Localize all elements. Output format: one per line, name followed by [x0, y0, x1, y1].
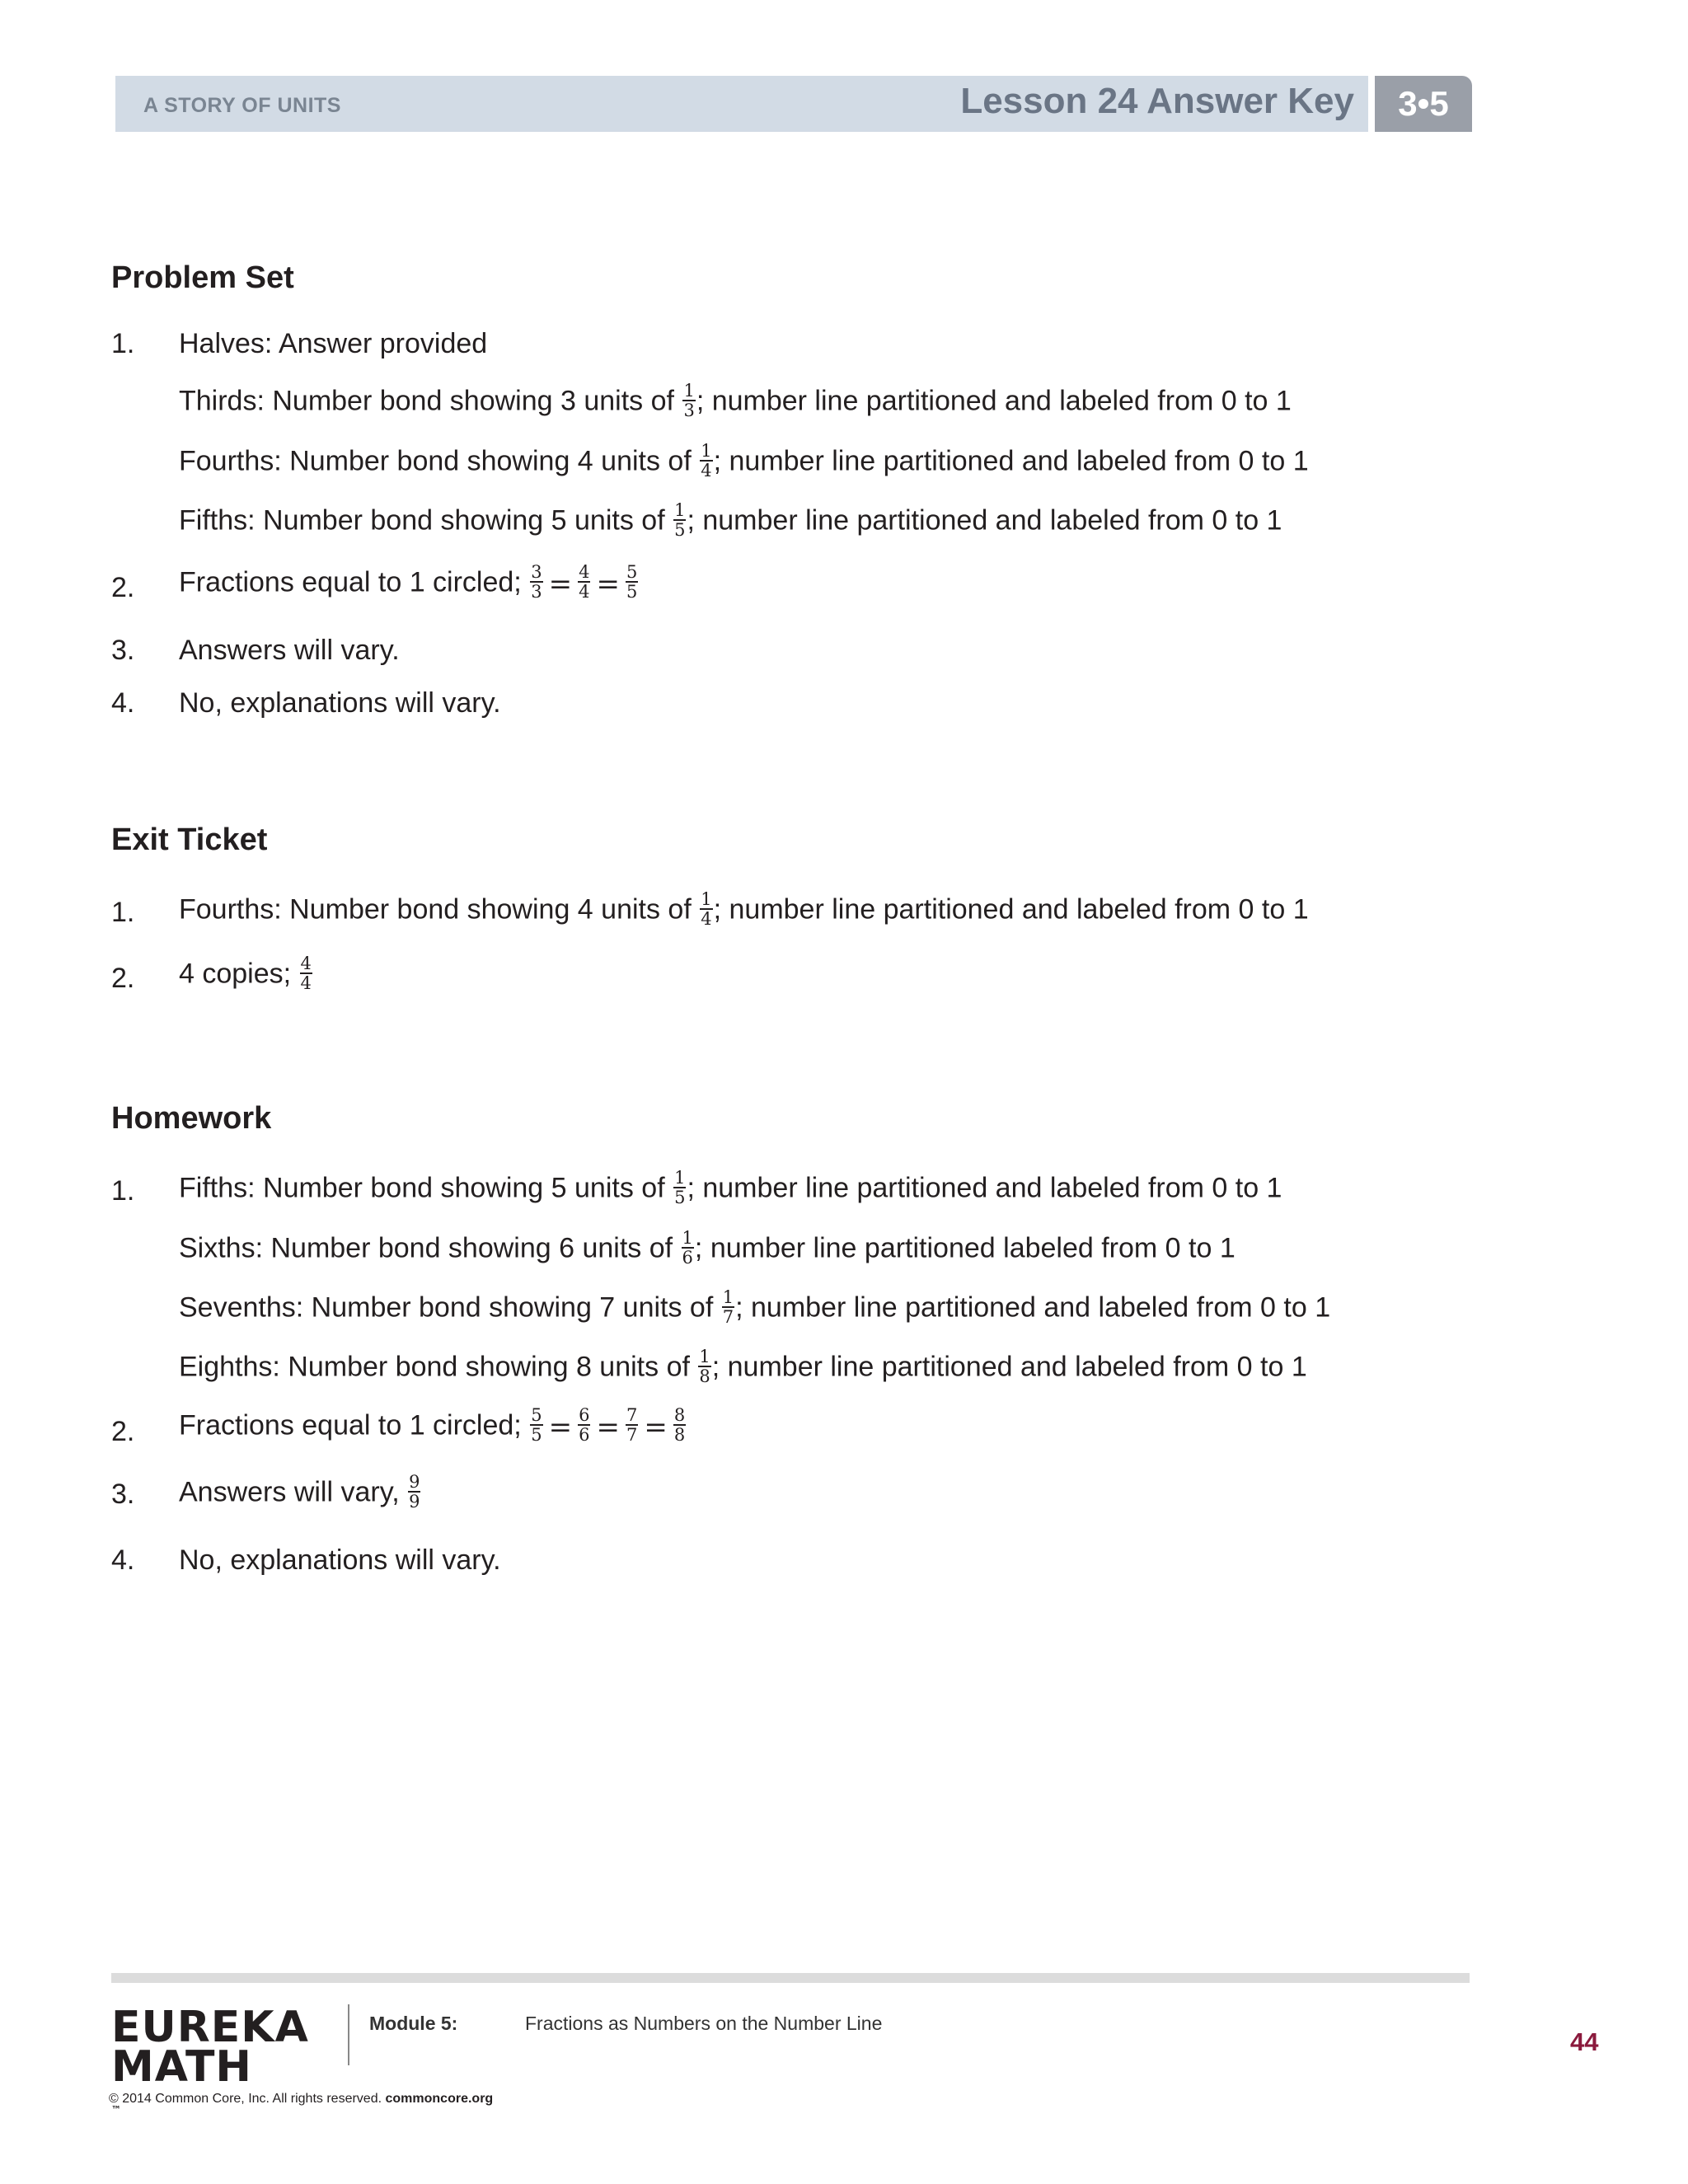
numerator: 1: [701, 441, 712, 461]
numerator: 7: [626, 1405, 638, 1425]
fraction: [530, 564, 542, 601]
answer-text: Sevenths: Number bond showing 7 units of: [179, 1291, 721, 1324]
item-number: 2.: [111, 572, 135, 603]
answer-line: [179, 441, 1309, 481]
answer-text: ; number line partitioned and labeled from 0 to 1: [687, 1172, 1282, 1204]
fraction: [578, 564, 590, 601]
numerator: 1: [674, 1168, 686, 1188]
answer-line: [179, 889, 1309, 930]
answer-text: ; number line partitioned and labeled from 0 to 1: [713, 445, 1309, 477]
fraction: [700, 891, 712, 928]
fraction: [626, 1407, 638, 1444]
answer-text: ; number line partitioned and labeled from 0 to 1: [711, 1351, 1307, 1383]
homework-heading: Homework: [111, 1101, 272, 1136]
answer-text: No, explanations will vary.: [179, 1544, 501, 1576]
denominator: 5: [674, 1188, 686, 1207]
answer-line: [179, 500, 1282, 541]
page-number: 44: [1570, 2027, 1599, 2056]
equals-sign: =: [596, 1410, 620, 1444]
trademark-mark: ™: [111, 2104, 122, 2116]
answer-text: ; number line partitioned labeled from 0 to 1: [694, 1232, 1236, 1264]
answer-text: Thirds: Number bond showing 3 units of: [179, 385, 682, 417]
denominator: 4: [701, 461, 712, 480]
item-number: 4.: [111, 1544, 135, 1576]
fraction: [530, 1407, 542, 1444]
numerator: 4: [579, 562, 590, 582]
answer-text: ; number line partitioned and labeled from 0 to 1: [713, 893, 1309, 926]
equals-sign: =: [596, 567, 620, 601]
copyright-site: commoncore.org: [385, 2092, 494, 2106]
numerator: 5: [626, 562, 638, 582]
numerator: 5: [531, 1405, 542, 1425]
footer-rule: [111, 1973, 1470, 1983]
numerator: 1: [701, 889, 712, 909]
denominator: 6: [579, 1425, 590, 1445]
answer-text: Fifths: Number bond showing 5 units of: [179, 504, 673, 537]
footer-divider: [348, 2004, 349, 2065]
answer-text: Answers will vary.: [179, 635, 400, 666]
answer-line: [179, 1168, 1282, 1208]
denominator: 5: [626, 582, 638, 602]
denominator: 8: [673, 1425, 686, 1445]
item-number: 3.: [111, 1479, 135, 1510]
answer-text: Answers will vary,: [179, 1476, 408, 1508]
numerator: 1: [683, 381, 695, 401]
answer-line: [179, 687, 501, 719]
denominator: 4: [579, 582, 590, 602]
answer-line: [179, 381, 1292, 421]
answer-text: Eighths: Number bond showing 8 units of: [179, 1351, 698, 1383]
item-number: 1.: [111, 328, 135, 359]
numerator: 9: [409, 1472, 420, 1492]
answer-text: Fourths: Number bond showing 4 units of: [179, 445, 700, 477]
numerator: 6: [579, 1405, 590, 1425]
copyright-text: © 2014 Common Core, Inc. All rights reserved.: [109, 2092, 382, 2106]
fraction: [626, 564, 638, 601]
denominator: 7: [626, 1425, 638, 1445]
answer-text: No, explanations will vary.: [179, 687, 501, 719]
module-label: Module 5:: [369, 2013, 458, 2034]
logo-line: MATH ™: [111, 2047, 309, 2126]
equals-sign: =: [548, 567, 573, 601]
item-number: 2.: [111, 963, 135, 994]
answer-text: Sixths: Number bond showing 6 units of: [179, 1232, 681, 1264]
eureka-math-logo: [111, 2003, 309, 2126]
item-number: 2.: [111, 1416, 135, 1447]
answer-line: [179, 1472, 421, 1512]
logo-line: EUREKA: [111, 2003, 309, 2052]
answer-text: ; number line partitioned and labeled from 0 to 1: [696, 385, 1292, 417]
fraction: [578, 1407, 590, 1444]
answer-text: Fractions equal to 1 circled;: [179, 1409, 530, 1441]
denominator: 8: [699, 1366, 710, 1386]
item-number: 1.: [111, 897, 135, 928]
denominator: 6: [682, 1248, 693, 1268]
numerator: 1: [699, 1347, 710, 1366]
fraction: [673, 502, 686, 539]
numerator: 1: [674, 500, 686, 520]
denominator: 4: [300, 973, 312, 993]
denominator: 5: [674, 520, 686, 540]
answer-text: ; number line partitioned and labeled from 0 to 1: [687, 504, 1282, 537]
denominator: 3: [531, 582, 542, 602]
module-title: Fractions as Numbers on the Number Line: [525, 2013, 883, 2034]
numerator: 1: [682, 1228, 693, 1248]
answer-text: Halves: Answer provided: [179, 328, 488, 359]
item-number: 3.: [111, 635, 135, 666]
equals-sign: =: [644, 1410, 668, 1444]
fraction: [698, 1348, 710, 1385]
equals-sign: =: [548, 1410, 573, 1444]
numerator: 8: [673, 1405, 686, 1425]
answer-line: [179, 635, 400, 667]
numerator: 1: [722, 1287, 734, 1307]
series-label: A STORY OF UNITS: [143, 94, 341, 117]
item-number: 1.: [111, 1175, 135, 1207]
answer-line: [179, 954, 313, 994]
fraction: [682, 382, 695, 419]
fraction: [673, 1169, 686, 1207]
denominator: 4: [701, 909, 712, 929]
answer-line: [179, 1347, 1307, 1387]
answer-text: Fourths: Number bond showing 4 units of: [179, 893, 700, 926]
fraction: [722, 1289, 734, 1326]
denominator: 5: [531, 1425, 542, 1445]
denominator: 7: [722, 1307, 734, 1327]
grade-module-badge: 3•5: [1375, 76, 1472, 132]
denominator: 3: [683, 401, 695, 420]
answer-line: [179, 562, 639, 602]
numerator: 3: [531, 562, 542, 582]
numerator: 4: [300, 954, 312, 973]
answer-line: [179, 1287, 1331, 1328]
copyright-notice: [109, 2092, 493, 2107]
answer-line: [179, 328, 487, 360]
answer-text: ; number line partitioned and labeled from 0 to 1: [735, 1291, 1331, 1324]
page-title: Lesson 24 Answer Key: [960, 81, 1354, 121]
answer-line: [179, 1544, 501, 1577]
exit-ticket-heading: Exit Ticket: [111, 823, 268, 857]
header-divider: [1368, 76, 1375, 132]
fraction: [700, 443, 712, 480]
answer-line: [179, 1405, 687, 1446]
fraction: [682, 1230, 694, 1267]
answer-text: Fifths: Number bond showing 5 units of: [179, 1172, 673, 1204]
answer-line: [179, 1228, 1236, 1268]
answer-text: Fractions equal to 1 circled;: [179, 566, 530, 598]
problem-set-heading: Problem Set: [111, 260, 294, 295]
item-number: 4.: [111, 687, 135, 719]
fraction: [300, 955, 312, 992]
denominator: 9: [409, 1492, 420, 1511]
answer-text: 4 copies;: [179, 958, 299, 990]
fraction: [673, 1407, 686, 1444]
fraction: [408, 1474, 420, 1511]
